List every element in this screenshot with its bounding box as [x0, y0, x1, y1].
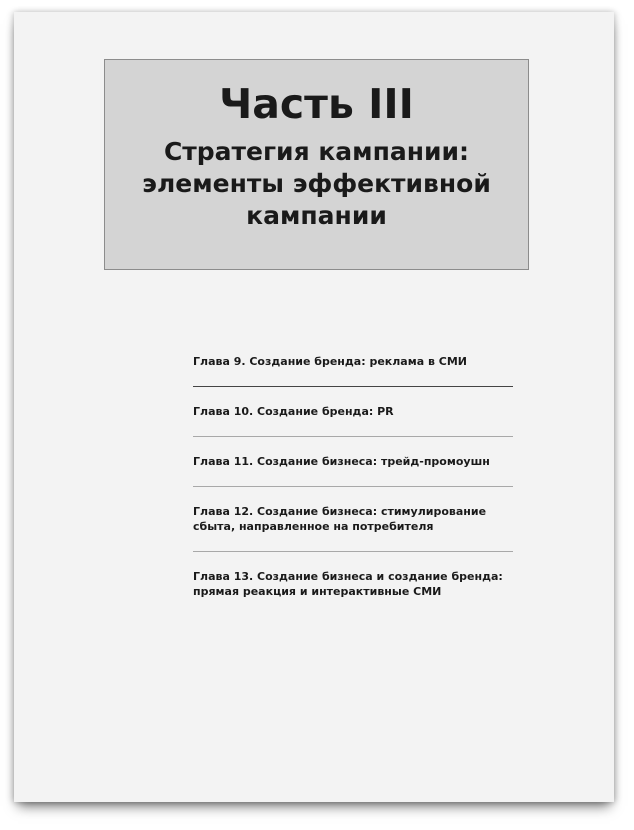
divider: [193, 551, 513, 552]
chapter-item-12: Глава 12. Создание бизнеса: стимулирование сбыта, направленное на потребителя: [193, 505, 487, 533]
divider: [193, 436, 513, 437]
part-subtitle: Стратегия кампании: элементы эффективной кампании: [142, 137, 491, 230]
chapter-item-11: Глава 11. Создание бизнеса: трейд-промоушн: [193, 455, 490, 468]
part-title-box: [104, 59, 529, 270]
chapter-list: [193, 354, 513, 616]
part-title: Часть III: [219, 80, 414, 128]
book-page: [14, 12, 614, 802]
divider: [193, 486, 513, 487]
divider: [193, 386, 513, 387]
chapter-item-13: Глава 13. Создание бизнеса и создание бренда: прямая реакция и интерактивные СМИ: [193, 570, 503, 598]
chapter-item-10: Глава 10. Создание бренда: PR: [193, 405, 394, 418]
chapter-item-9: Глава 9. Создание бренда: реклама в СМИ: [193, 355, 467, 368]
